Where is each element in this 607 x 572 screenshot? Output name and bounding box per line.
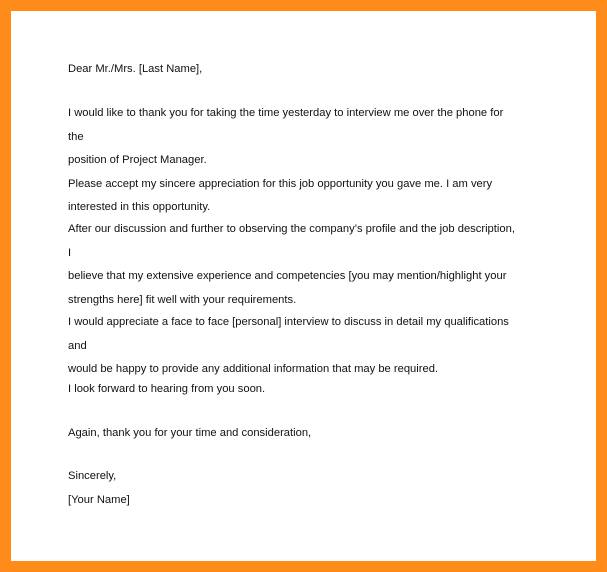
signature: [Your Name] (68, 494, 130, 506)
paragraph-interview-request: I would appreciate a face to face [personal] interview to discuss in detail my qualifications and would be happy to provide any additional information that may be required. (68, 316, 509, 375)
paragraph-look-forward: I look forward to hearing from you soon. (68, 383, 266, 395)
paragraph-thank-you-again: Again, thank you for your time and consideration, (68, 427, 312, 439)
paragraph-experience: After our discussion and further to observing the company’s profile and the job description, I believe that my extensive experience and competencies [you may mention/highlight your strengths here] fit well with your requirements. (68, 223, 515, 306)
closing: Sincerely, (68, 470, 117, 482)
paragraph-thanks: I would like to thank you for taking the time yesterday to interview me over the phone for the position of Project Manager. Please accept my sincere appreciation for this job opportunity you gave me. I am very interested in this opportunity. (68, 107, 504, 213)
salutation: Dear Mr./Mrs. [Last Name], (68, 63, 203, 75)
